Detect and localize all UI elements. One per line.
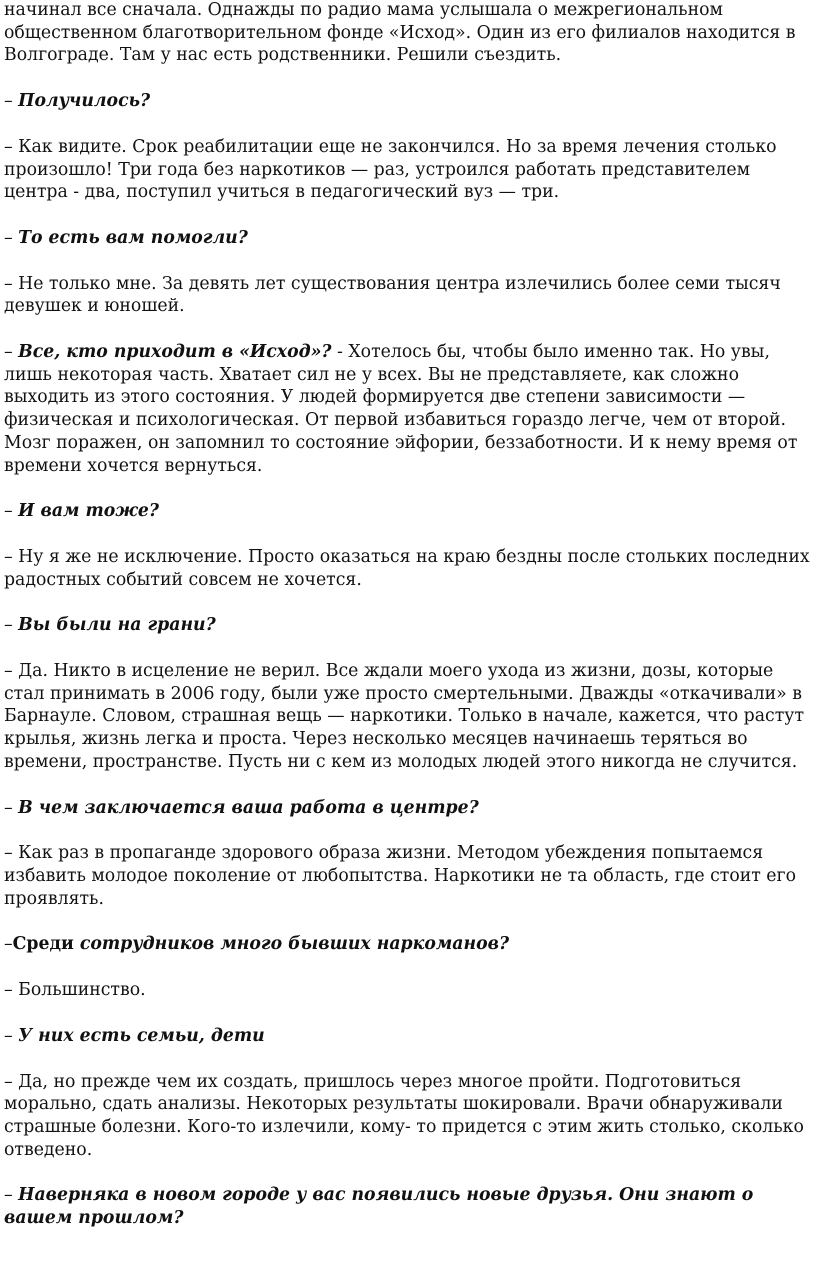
question-text: У них есть семьи, дети [18,1025,265,1046]
question-dash: – [4,615,19,636]
question-4 [4,500,816,523]
question-7 [4,933,816,956]
question-text: Вы были на грани? [18,615,216,636]
question-answer-3 [4,341,816,477]
question-8 [4,1025,816,1048]
question-text: То есть вам помогли? [18,227,248,248]
answer-1: – Как видите. Срок реабилитации еще не закончился. Но за время лечения столько произошло! Три года без наркотиков — раз, устроился работать представителем центра - два, поступил учиться в педагогический вуз — три. [4,136,777,203]
answer-4: – Ну я же не исключение. Просто оказаться на краю бездны после стольких последних радостных событий совсем не хочется. [4,546,810,590]
question-dash: – [4,934,13,955]
answer-6: – Как раз в пропаганде здорового образа жизни. Методом убеждения попытаемся избавить молодое поколение от любопытства. Наркотики не та область, где стоит его проявлять. [4,843,796,909]
question-dash: – [4,342,19,363]
question-5 [4,614,816,637]
question-text: сотрудников много бывших наркоманов? [73,934,510,955]
answer-2: – Не только мне. За девять лет существования центра излечились более семи тысяч девушек и юношей. [4,273,781,317]
question-text: Наверняка в новом городе у вас появились новые друзья. Они знают о вашем прошлом? [4,1185,754,1229]
question-text: В чем заключается ваша работа в центре? [18,797,479,818]
question-dash: – [4,1185,19,1206]
question-text: И вам тоже? [18,501,159,522]
question-dash: – [4,501,19,522]
answer-text: - Хотелось бы, чтобы было именно так. Но увы, лишь некоторая часть. Хватает сил не у всех. Вы не представляете, как сложно выходить из этого состояния. У людей формируется две степени зависимости — физическая и психологическая. От первой избавиться гораздо легче, чем от второй. Мозг поражен, он запомнил то состояние эйфории, беззаботности. И к нему время от времени хочется вернуться. [4,342,798,476]
question-dash: – [4,91,19,112]
question-dash: – [4,227,19,248]
question-lead-word: Среди [12,934,74,955]
question-dash: – [4,797,19,818]
question-1 [4,90,816,113]
answer-7: – Большинство. [4,980,146,1001]
question-9 [4,1184,816,1229]
question-text: Все, кто приходит в «Исход»? [18,342,332,363]
question-dash: – [4,1025,19,1046]
question-text: Получилось? [18,91,151,112]
paragraph-intro: начинал все сначала. Однажды по радио мама услышала о межрегиональном общественном благотворительном фонде «Исход». Один из его филиалов находится в Волгограде. Там у нас есть родственники. Решили съездить. [4,0,796,66]
question-6 [4,797,816,820]
answer-5: – Да. Никто в исцеление не верил. Все ждали моего ухода из жизни, дозы, которые стал принимать в 2006 году, были уже просто смертельными. Дважды «откачивали» в Барнауле. Словом, страшная вещь — наркотики. Только в начале, кажется, что растут крылья, жизнь легка и проста. Через несколько месяцев начинаешь теряться во времени, пространстве. Пусть ни с кем из молодых людей этого никогда не случится. [4,661,805,772]
question-2 [4,227,816,250]
answer-8: – Да, но прежде чем их создать, пришлось через многое пройти. Подготовиться морально, сдать анализы. Некоторых результаты шокировали. Врачи обнаруживали страшные болезни. Кого-то излечили, кому- то придется с этим жить столько, сколько отведено. [4,1071,804,1160]
